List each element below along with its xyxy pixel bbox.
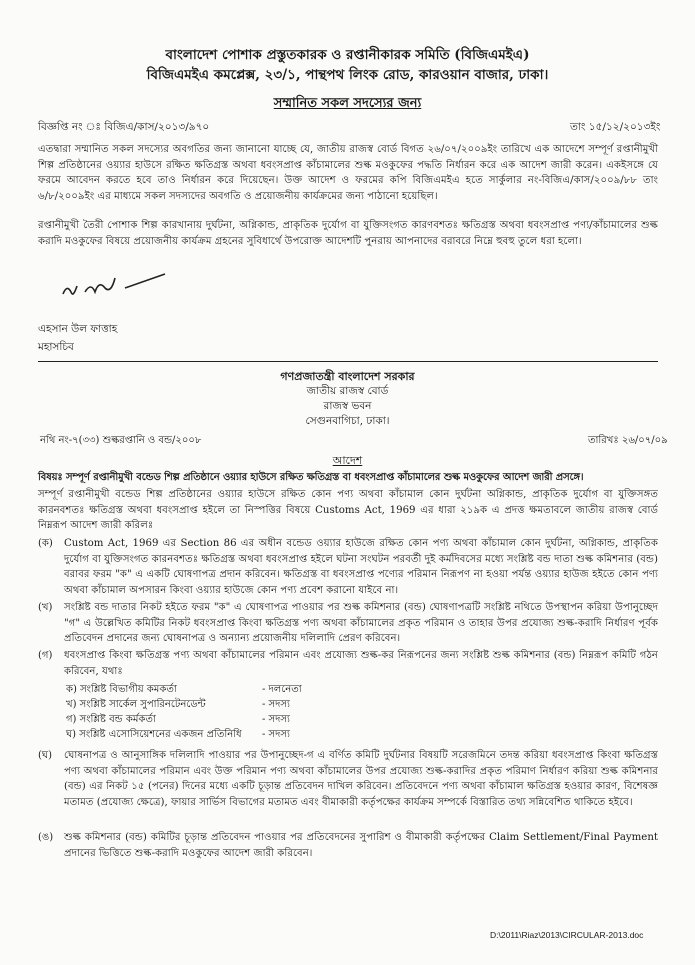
clause-kha-text: সংশ্লিষ্ট বন্ড দাতার নিকট হইতে ফরম "ক" এ ঘোষণাপত্র পাওয়ার পর শুল্ক কমিশনার (বন্ড) ঘোষণাপত্রটি সংশ্লিষ্ট নথিতে উপস্থাপন করিয়া উপানুচ্ছেদ "গ" এ উল্লেখিত কমিটির নিকট ধবংসপ্রাপ্ত কিংবা ক্ষতিগ্রস্ত পণ্য অথবা কাঁচামালের প্রকৃত পরিমান ও তাহার উপর প্রযোজ্য শুল্ক-করাদি নির্ধারণ পূর্বক প্রতিবেদন প্রদানের জন্য ঘোষনাপত্র ও অন্যান্য প্রয়োজনীয় দলিলাদি প্রেরণ করিবেন। bbox=[64, 602, 658, 645]
clause-number: (ক) bbox=[38, 538, 53, 549]
gov-file-number: নথি নং-৭(৩৩) শুল্করপ্তানি ও বন্ড/২০০৮ bbox=[40, 435, 202, 446]
footer-file-path: D:\2011\Riaz\2013\CIRCULAR-2013.doc bbox=[490, 930, 644, 940]
gov-name: গণপ্রজাতন্ত্রী বাংলাদেশ সরকার bbox=[280, 370, 415, 383]
gov-date: তারিখঃ ২৬/০৭/০৯ bbox=[588, 435, 668, 446]
handwritten-signature bbox=[55, 268, 195, 308]
notice-date: তাং ১৫/১২/২০১৩ইং bbox=[570, 121, 661, 133]
committee-position: - সদস্য bbox=[262, 699, 290, 710]
section-divider bbox=[38, 361, 658, 362]
clause-number: (খ) bbox=[38, 602, 53, 613]
order-title: আদেশ bbox=[332, 454, 363, 467]
order-subject: বিষয়ঃ সম্পূর্ণ রপ্তানীমুখী বন্ডেড শিল্প প্রতিষ্ঠানে ওয়্যার হাউসে রক্ষিত ক্ষতিগ্রস্ত বা ধবংসপ্রাপ্ত কাঁচামালের শুল্ক মওকুফের আদেশ জারী প্রসঙ্গে। bbox=[38, 472, 584, 483]
clause-ka-text: Custom Act, 1969 এর Section 86 এর অধীন বন্ডেড ওয়্যার হাউজে রক্ষিত কোন পণ্য অথবা কাঁচামাল কোন দুর্ঘটনা, অগ্নিকান্ড, প্রাকৃতিক দুর্যোগ বা যুক্তিসংগত কারনবশতঃ ক্ষতিগ্রস্ত অথবা ধবংসপ্রাপ্ত হইলে ঘটনা সংঘটন পরবর্তী দুই কর্মদিবসের মধ্যে সংশ্লিষ্ট বন্ড দাতা শুল্ক কমিশনার (বন্ড) বরাবর ফরম "ক" এ একটি ঘোষণাপত্র প্রদান করিবেন। ক্ষতিগ্রস্ত বা ধবংসপ্রাপ্ত পণ্যের পরিমান নিরূপণ না হওয়া পর্যন্ত ওয়্যার হাউজ হইতে কোন পণ্য অথবা কাঁচামাল অপসারন কিংবা ওয়্যার হাউজে কোন পণ্য প্রবেশ করানো যাইবে না। bbox=[64, 538, 658, 596]
committee-role: ঘ) সংশ্লিষ্ট এসোসিয়েশনের একজন প্রতিনিধি bbox=[66, 729, 242, 740]
clause-number: (গ) bbox=[38, 650, 53, 661]
gov-location: সেগুনবাগিচা, ঢাকা। bbox=[305, 415, 390, 427]
org-name: বাংলাদেশ পোশাক প্রস্তুতকারক ও রপ্তানীকারক সমিতি (বিজিএমইএ) bbox=[165, 47, 530, 63]
gov-building: রাজস্ব ভবন bbox=[323, 400, 372, 412]
signer-title: মহাসচিব bbox=[38, 341, 74, 353]
clause-number: (ঘ) bbox=[38, 750, 52, 761]
committee-role: গ) সংশ্লিষ্ট বন্ড কর্মকর্তা bbox=[66, 714, 156, 725]
recipients-heading: সম্মানিত সকল সদস্যের জন্য bbox=[273, 96, 422, 111]
committee-role: ক) সংশ্লিষ্ট বিভাগীয় কমকর্তা bbox=[66, 684, 177, 695]
committee-position: - সদস্য bbox=[262, 714, 290, 725]
notice-paragraph-2: রপ্তানীমুখী তৈরী পোশাক শিল্প কারখানায় দুর্ঘটনা, অগ্নিকান্ড, প্রাকৃতিক দুর্যোগ বা যুক্তিসংগত কারণবশতঃ ক্ষতিগ্রস্ত অথবা ধবংসপ্রাপ্ত পণ্য/কাঁচামালের শুল্ক করাদি মওকুফের বিষয়ে প্রয়োজনীয় কার্যক্রম গ্রহনের সুবিধার্থে উপরোক্ত আদেশটি পুনরায় আপনাদের বরাবরে নিম্নে হুবহু তুলে ধরা হলো। bbox=[38, 220, 658, 247]
order-intro: সম্পূর্ণ রপ্তানীমুখী বন্ডেড শিল্প প্রতিষ্ঠানের ওয়্যার হাউসে রক্ষিত কোন পণ্য অথবা কাঁচামাল কোন দুর্ঘটনা অগ্নিকান্ড, প্রাকৃতিক দুর্যোগ বা যুক্তিসঙ্গত কারনবশতঃ ক্ষতিগ্রস্ত অথবা ধবংসপ্রাপ্ত হইলে তা নিস্পত্তির বিষয়ে Customs Act, 1969 এর ধারা ২১৯ক এ প্রদত্ত ক্ষমতাবলে জাতীয় রাজস্ব বোর্ড নিম্নরূপ আদেশ জারী করিলঃ bbox=[38, 489, 658, 532]
clause-gha-text: ঘোষনাপত্র ও আনুসাঙ্গিক দলিলাদি পাওয়ার পর উপানুচ্ছেদ-গ এ বর্ণিত কমিটি দুর্ঘটনার বিষয়টি সরেজমিনে তদন্ত করিয়া ধবংসপ্রাপ্ত কিংবা ক্ষতিগ্রস্ত পণ্য অথবা কাঁচামালের পরিমান এবং উক্ত পরিমান পণ্য অথবা কাঁচামালের উপর প্রযোজ্য শুল্ক-করাদির প্রকৃত পরিমাণ নির্ধারণ করিয়া শুল্ক কমিশনার (বন্ড) এর নিকট ১৫ (পনের) দিনের মধ্যে একটি চূড়ান্ত প্রতিবেদন দাখিল করিবেন। প্রতিবেদনে পণ্য অথবা কাঁচামাল ক্ষতিগ্রস্ত হওয়ার কারণ, বিশেষজ্ঞ মতামত (প্রযোজ্য ক্ষেত্রে), ফায়ার সার্ভিস বিভাগের মতামত এবং বীমাকারী কর্তৃপক্ষের কার্যক্রম সম্পর্কে বিস্তারিত তথ্য সন্নিবেশিত থাকিতে হইবে। bbox=[64, 750, 658, 808]
committee-position: - দলনেতা bbox=[262, 684, 302, 695]
org-address: বিজিএমইএ কমপ্লেক্স, ২৩/১, পান্থপথ লিংক রোড, কারওয়ান বাজার, ঢাকা। bbox=[146, 67, 549, 83]
committee-role: খ) সংশ্লিষ্ট সার্কেল সুপারিনটেনডেন্ট bbox=[66, 699, 206, 710]
clause-nga-text: শুল্ক কমিশনার (বন্ড) কমিটির চূড়ান্ত প্রতিবেদন পাওয়ার পর প্রতিবেদনের সুপারিশ ও বীমাকারী কর্তৃপক্ষের Claim Settlement/Final Payment প্রদানের ভিত্তিতে শুল্ক-করাদি মওকুফের আদেশ জারী করিবেন। bbox=[64, 832, 658, 859]
notice-ref: বিজ্ঞপ্তি নং ঃ বিজিএ/কাস/২০১৩/৯৭০ bbox=[38, 121, 210, 133]
signer-name: এহসান উল ফাত্তাহ bbox=[38, 323, 118, 335]
clause-number: (ঙ) bbox=[38, 832, 54, 843]
notice-paragraph-1: এতদ্বারা সম্মানিত সকল সদস্যের অবগতির জন্য জানানো যাচ্ছে যে, জাতীয় রাজস্ব বোর্ড বিগত ২৬/০৭/২০০৯ইং তারিখে এক আদেশে সম্পূর্ণ রপ্তানীমুখী শিল্প প্রতিষ্ঠানের ওয়্যার হাউসে রক্ষিত ক্ষতিগ্রস্ত অথবা ধবংসপ্রাপ্ত কাঁচামালের শুল্ক মওকুফের পদ্ধতি নির্ধারন করে এক আদেশ জারী করেন। একইসঙ্গে যে ফরমে আবেদন করতে হবে তাও নির্ধারন করে দিয়েছেন। উক্ত আদেশ ও ফরমের কপি বিজিএমইএ হতে সার্কুলার নং-বিজিএ/কাস/২০০৯/৮৮ তাং ৬/৮/২০০৯ইং এর মাধ্যমে সকল সদস্যদের অবগতি ও প্রয়োজনীয় কার্যক্রমের জন্য পাঠানো হয়েছিল। bbox=[38, 144, 658, 202]
clause-ga-text: ধবংসপ্রাপ্ত কিংবা ক্ষতিগ্রস্ত পণ্য অথবা কাঁচামালের পরিমান এবং প্রযোজ্য শুল্ক-কর নিরূপনের জন্য সংশ্লিষ্ট শুল্ক কমিশনার (বন্ড) নিম্নরূপ কমিটি গঠন করিবেন, যথাঃ bbox=[64, 650, 658, 677]
gov-board: জাতীয় রাজস্ব বোর্ড bbox=[306, 385, 389, 397]
committee-position: - সদস্য bbox=[262, 729, 290, 740]
